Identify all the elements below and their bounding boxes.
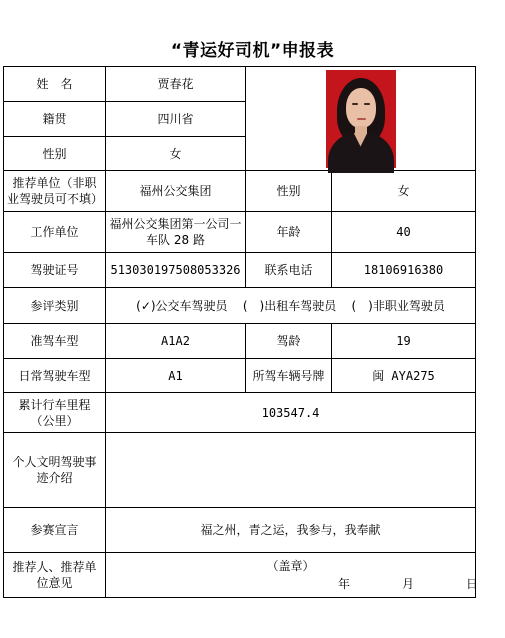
age-value: 40 (332, 212, 476, 253)
row-license-no (4, 253, 476, 288)
row-opinion (4, 553, 476, 598)
application-form-table (3, 66, 476, 598)
opinion-value (106, 553, 476, 598)
plate-value: 闽 AYA275 (332, 359, 476, 393)
native-place-value: 四川省 (106, 102, 246, 137)
year-text: 年 (338, 577, 351, 591)
row-name (4, 67, 476, 102)
name-value: 贾春花 (106, 67, 246, 102)
opinion-label: 推荐人、推荐单位意见 (4, 553, 106, 598)
work-unit-value: 福州公交集团第一公司一车队 28 路 (106, 212, 246, 253)
row-declaration (4, 508, 476, 553)
phone-label: 联系电话 (246, 253, 332, 288)
row-mileage (4, 393, 476, 433)
plate-label: 所驾车辆号牌 (246, 359, 332, 393)
license-no-value: 513030197508053326 (106, 253, 246, 288)
seal-text: （盖章） (266, 559, 315, 573)
phone-value: 18106916380 (332, 253, 476, 288)
name-label: 姓 名 (4, 67, 106, 102)
row-work-unit (4, 212, 476, 253)
declaration-value: 福之州，青之运，我参与，我奉献 (106, 508, 476, 553)
photo-cell (246, 67, 476, 171)
deeds-value (106, 433, 476, 508)
category-option-nonprofessional: ( )非职业驾驶员 (351, 298, 445, 313)
gender-value: 女 (332, 171, 476, 212)
category-option-bus: (✓)公交车驾驶员 (136, 298, 228, 313)
category-label: 参评类别 (4, 288, 106, 324)
mileage-value: 103547.4 (106, 393, 476, 433)
gender-top-label: 性别 (4, 137, 106, 171)
work-unit-label: 工作单位 (4, 212, 106, 253)
mileage-label: 累计行车里程（公里） (4, 393, 106, 433)
driving-years-value: 19 (332, 324, 476, 359)
native-place-label: 籍贯 (4, 102, 106, 137)
license-type-value: A1A2 (106, 324, 246, 359)
row-license-type (4, 324, 476, 359)
gender-label: 性别 (246, 171, 332, 212)
date-line (338, 576, 478, 592)
day-text: 日 (465, 577, 478, 591)
deeds-label: 个人文明驾驶事迹介绍 (4, 433, 106, 508)
driving-years-label: 驾龄 (246, 324, 332, 359)
row-category (4, 288, 476, 324)
row-deeds (4, 433, 476, 508)
gender-top-value: 女 (106, 137, 246, 171)
daily-vehicle-value: A1 (106, 359, 246, 393)
category-options (106, 288, 476, 324)
declaration-label: 参赛宣言 (4, 508, 106, 553)
license-type-label: 准驾车型 (4, 324, 106, 359)
category-option-taxi: ( )出租车驾驶员 (242, 298, 337, 313)
recommending-unit-label: 推荐单位（非职业驾驶员可不填） (4, 171, 106, 212)
license-no-label: 驾驶证号 (4, 253, 106, 288)
row-recommending-unit (4, 171, 476, 212)
daily-vehicle-label: 日常驾驶车型 (4, 359, 106, 393)
age-label: 年龄 (246, 212, 332, 253)
row-daily-vehicle (4, 359, 476, 393)
recommending-unit-value: 福州公交集团 (106, 171, 246, 212)
form-title: “青运好司机”申报表 (170, 41, 335, 61)
applicant-photo (326, 70, 396, 168)
month-text: 月 (401, 577, 414, 591)
